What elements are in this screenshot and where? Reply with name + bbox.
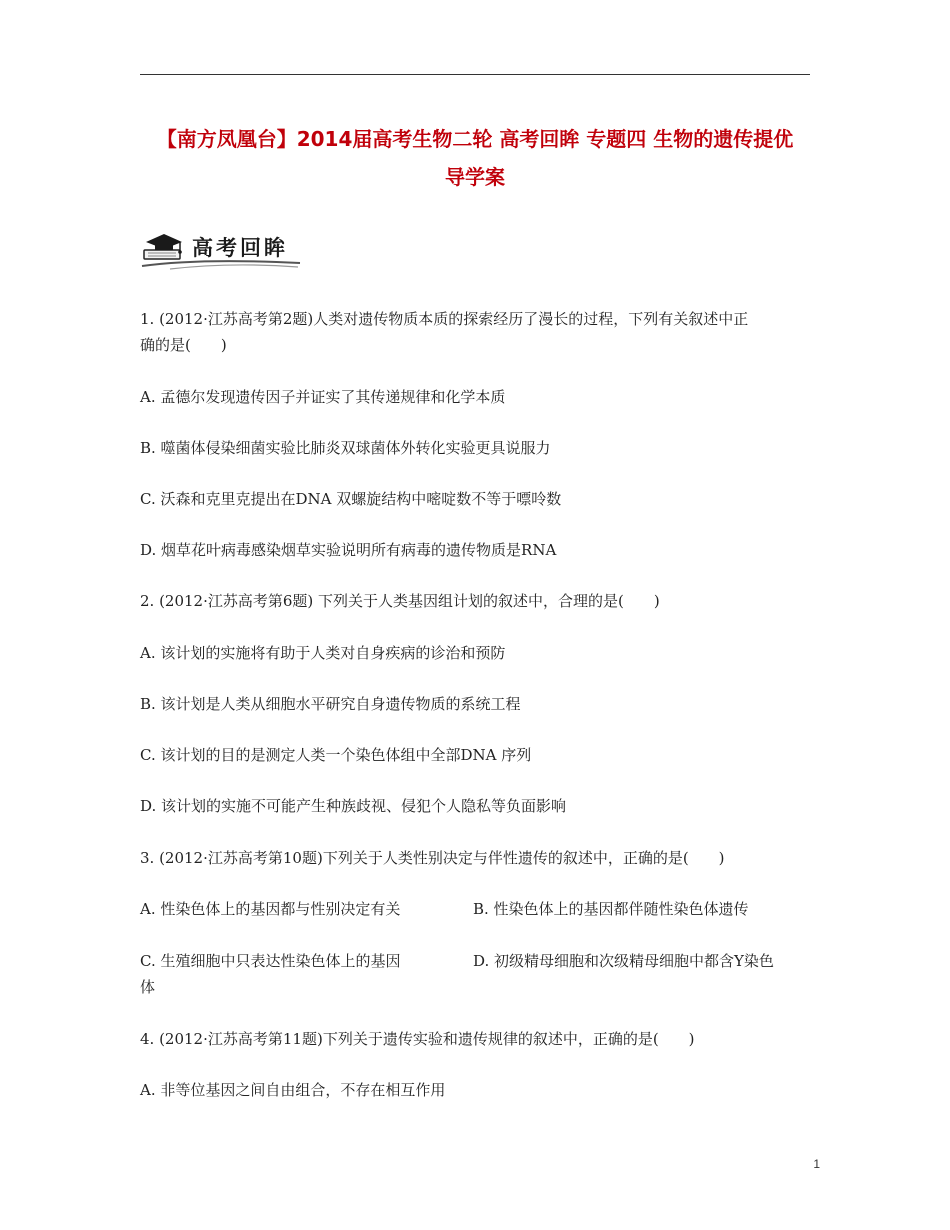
question-1-stem-line-1: 1. (2012·江苏高考第2题)人类对遗传物质本质的探索经历了漫长的过程，下列有关叙述中正 xyxy=(140,310,749,328)
question-3-stem: 3. (2012·江苏高考第10题)下列关于人类性别决定与伴性遗传的叙述中，正确的是( ) xyxy=(140,849,725,867)
question-4-stem: 4. (2012·江苏高考第11题)下列关于遗传实验和遗传规律的叙述中，正确的是( ) xyxy=(140,1030,695,1048)
question-1-option-c: C. 沃森和克里克提出在DNA 双螺旋结构中嘧啶数不等于嘌呤数 xyxy=(140,490,562,508)
document-title xyxy=(140,120,810,196)
section-header xyxy=(140,222,305,272)
header-rule xyxy=(140,74,810,75)
question-3-option-a: A. 性染色体上的基因都与性别决定有关 xyxy=(140,900,401,918)
section-label: 高考回眸 xyxy=(192,236,288,260)
question-3-option-d: D. 初级精母细胞和次级精母细胞中都含Y染色 xyxy=(473,952,774,970)
page-number: 1 xyxy=(813,1157,820,1171)
title-line-1: 【南方凤凰台】2014届高考生物二轮 高考回眸 专题四 生物的遗传提优 xyxy=(156,127,794,151)
question-3-option-b: B. 性染色体上的基因都伴随性染色体遗传 xyxy=(473,900,749,918)
question-1-option-a: A. 孟德尔发现遗传因子并证实了其传递规律和化学本质 xyxy=(140,388,506,406)
title-line-2: 导学案 xyxy=(445,165,505,189)
question-1-stem-line-2: 确的是( ) xyxy=(140,336,227,354)
question-2-option-a: A. 该计划的实施将有助于人类对自身疾病的诊治和预防 xyxy=(140,644,506,662)
question-2-option-d: D. 该计划的实施不可能产生种族歧视、侵犯个人隐私等负面影响 xyxy=(140,797,567,815)
question-3-option-d-wrap: 体 xyxy=(140,978,156,996)
question-2-stem: 2. (2012·江苏高考第6题) 下列关于人类基因组计划的叙述中，合理的是( ) xyxy=(140,592,660,610)
question-1-option-b: B. 噬菌体侵染细菌实验比肺炎双球菌体外转化实验更具说服力 xyxy=(140,439,551,457)
question-3-option-c: C. 生殖细胞中只表达性染色体上的基因 xyxy=(140,952,401,970)
question-2-option-b: B. 该计划是人类从细胞水平研究自身遗传物质的系统工程 xyxy=(140,695,521,713)
question-1-option-d: D. 烟草花叶病毒感染烟草实验说明所有病毒的遗传物质是RNA xyxy=(140,541,557,559)
question-2-option-c: C. 该计划的目的是测定人类一个染色体组中全部DNA 序列 xyxy=(140,746,532,764)
question-4-option-a: A. 非等位基因之间自由组合，不存在相互作用 xyxy=(140,1081,446,1099)
